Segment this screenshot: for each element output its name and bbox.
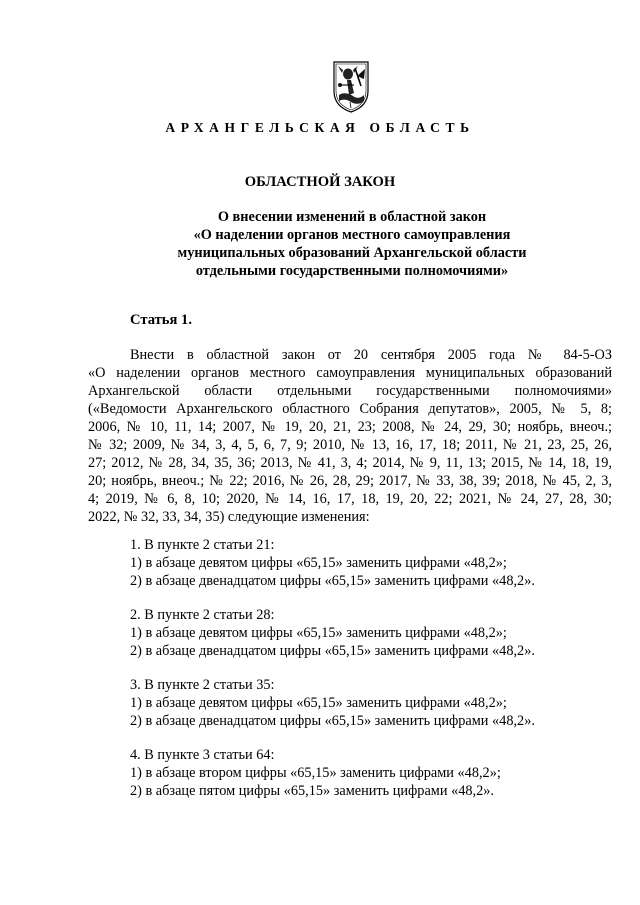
amendment-line: 1) в абзаце девятом цифры «65,15» заменить цифрами «48,2»; (130, 625, 507, 641)
law-title-line: отдельными государственными полномочиями» (195, 263, 509, 279)
coat-of-arms-icon (327, 58, 375, 114)
amendment-heading: 3. В пункте 2 статьи 35: (130, 677, 275, 693)
article-heading: Статья 1. (130, 312, 192, 328)
amendment-line: 2) в абзаце пятом цифры «65,15» заменить цифрами «48,2». (130, 783, 494, 799)
law-title (120, 208, 584, 280)
paragraph-line: «О наделении органов местного самоуправления муниципальных образований (88, 365, 612, 381)
paragraph-line: № 32; 2009, № 34, 3, 4, 5, 6, 7, 9; 2010, № 13, 16, 17, 18; 2011, № 21, 23, 25, 26, (88, 437, 612, 453)
amendment-line: 2) в абзаце двенадцатом цифры «65,15» заменить цифрами «48,2». (130, 573, 535, 589)
amendment-line: 1) в абзаце девятом цифры «65,15» заменить цифрами «48,2»; (130, 695, 507, 711)
region-name: АРХАНГЕЛЬСКАЯ ОБЛАСТЬ (165, 120, 475, 135)
amendment-item (130, 606, 535, 660)
amendment-heading: 4. В пункте 3 статьи 64: (130, 747, 275, 763)
paragraph-line: Архангельской области отдельными государственными полномочиями» (88, 383, 612, 399)
article-paragraph (88, 346, 612, 526)
law-type-heading: ОБЛАСТНОЙ ЗАКОН (244, 174, 396, 190)
amendment-line: 1) в абзаце втором цифры «65,15» заменить цифрами «48,2»; (130, 765, 501, 781)
law-title-line: муниципальных образований Архангельской области (177, 245, 527, 261)
paragraph-line: 20; ноябрь, внеоч.; № 22; 2016, № 26, 28, 29; 2017, № 33, 38, 39; 2018, № 45, 2, 3, (88, 473, 612, 489)
amendment-item (130, 676, 535, 730)
amendment-item (130, 536, 535, 590)
paragraph-line: 2006, № 10, 11, 14; 2007, № 19, 20, 21, 23; 2008, № 24, 29, 30; ноябрь, внеоч.; (88, 419, 612, 435)
amendment-line: 2) в абзаце двенадцатом цифры «65,15» заменить цифрами «48,2». (130, 643, 535, 659)
amendment-heading: 2. В пункте 2 статьи 28: (130, 607, 275, 623)
paragraph-line: Внести в областной закон от 20 сентября 2005 года № 84-5-ОЗ (130, 347, 612, 363)
law-title-line: «О наделении органов местного самоуправления (193, 227, 511, 243)
amendment-line: 2) в абзаце двенадцатом цифры «65,15» заменить цифрами «48,2». (130, 713, 535, 729)
paragraph-line: 4; 2019, № 6, 8, 10; 2020, № 14, 16, 17, 18, 19, 20, 22; 2021, № 24, 27, 28, 30; (88, 491, 612, 507)
amendment-item (130, 746, 535, 800)
law-title-line: О внесении изменений в областной закон (217, 209, 487, 225)
amendment-list (130, 536, 535, 816)
paragraph-line: 27; 2012, № 28, 34, 35, 36; 2013, № 41, 3, 4; 2014, № 9, 11, 13; 2015, № 14, 18, 19, (88, 455, 612, 471)
paragraph-line: 2022, № 32, 33, 34, 35) следующие изменения: (88, 509, 370, 525)
amendment-heading: 1. В пункте 2 статьи 21: (130, 537, 275, 553)
amendment-line: 1) в абзаце девятом цифры «65,15» заменить цифрами «48,2»; (130, 555, 507, 571)
paragraph-line: («Ведомости Архангельского областного Собрания депутатов», 2005, № 5, 8; (88, 401, 612, 417)
